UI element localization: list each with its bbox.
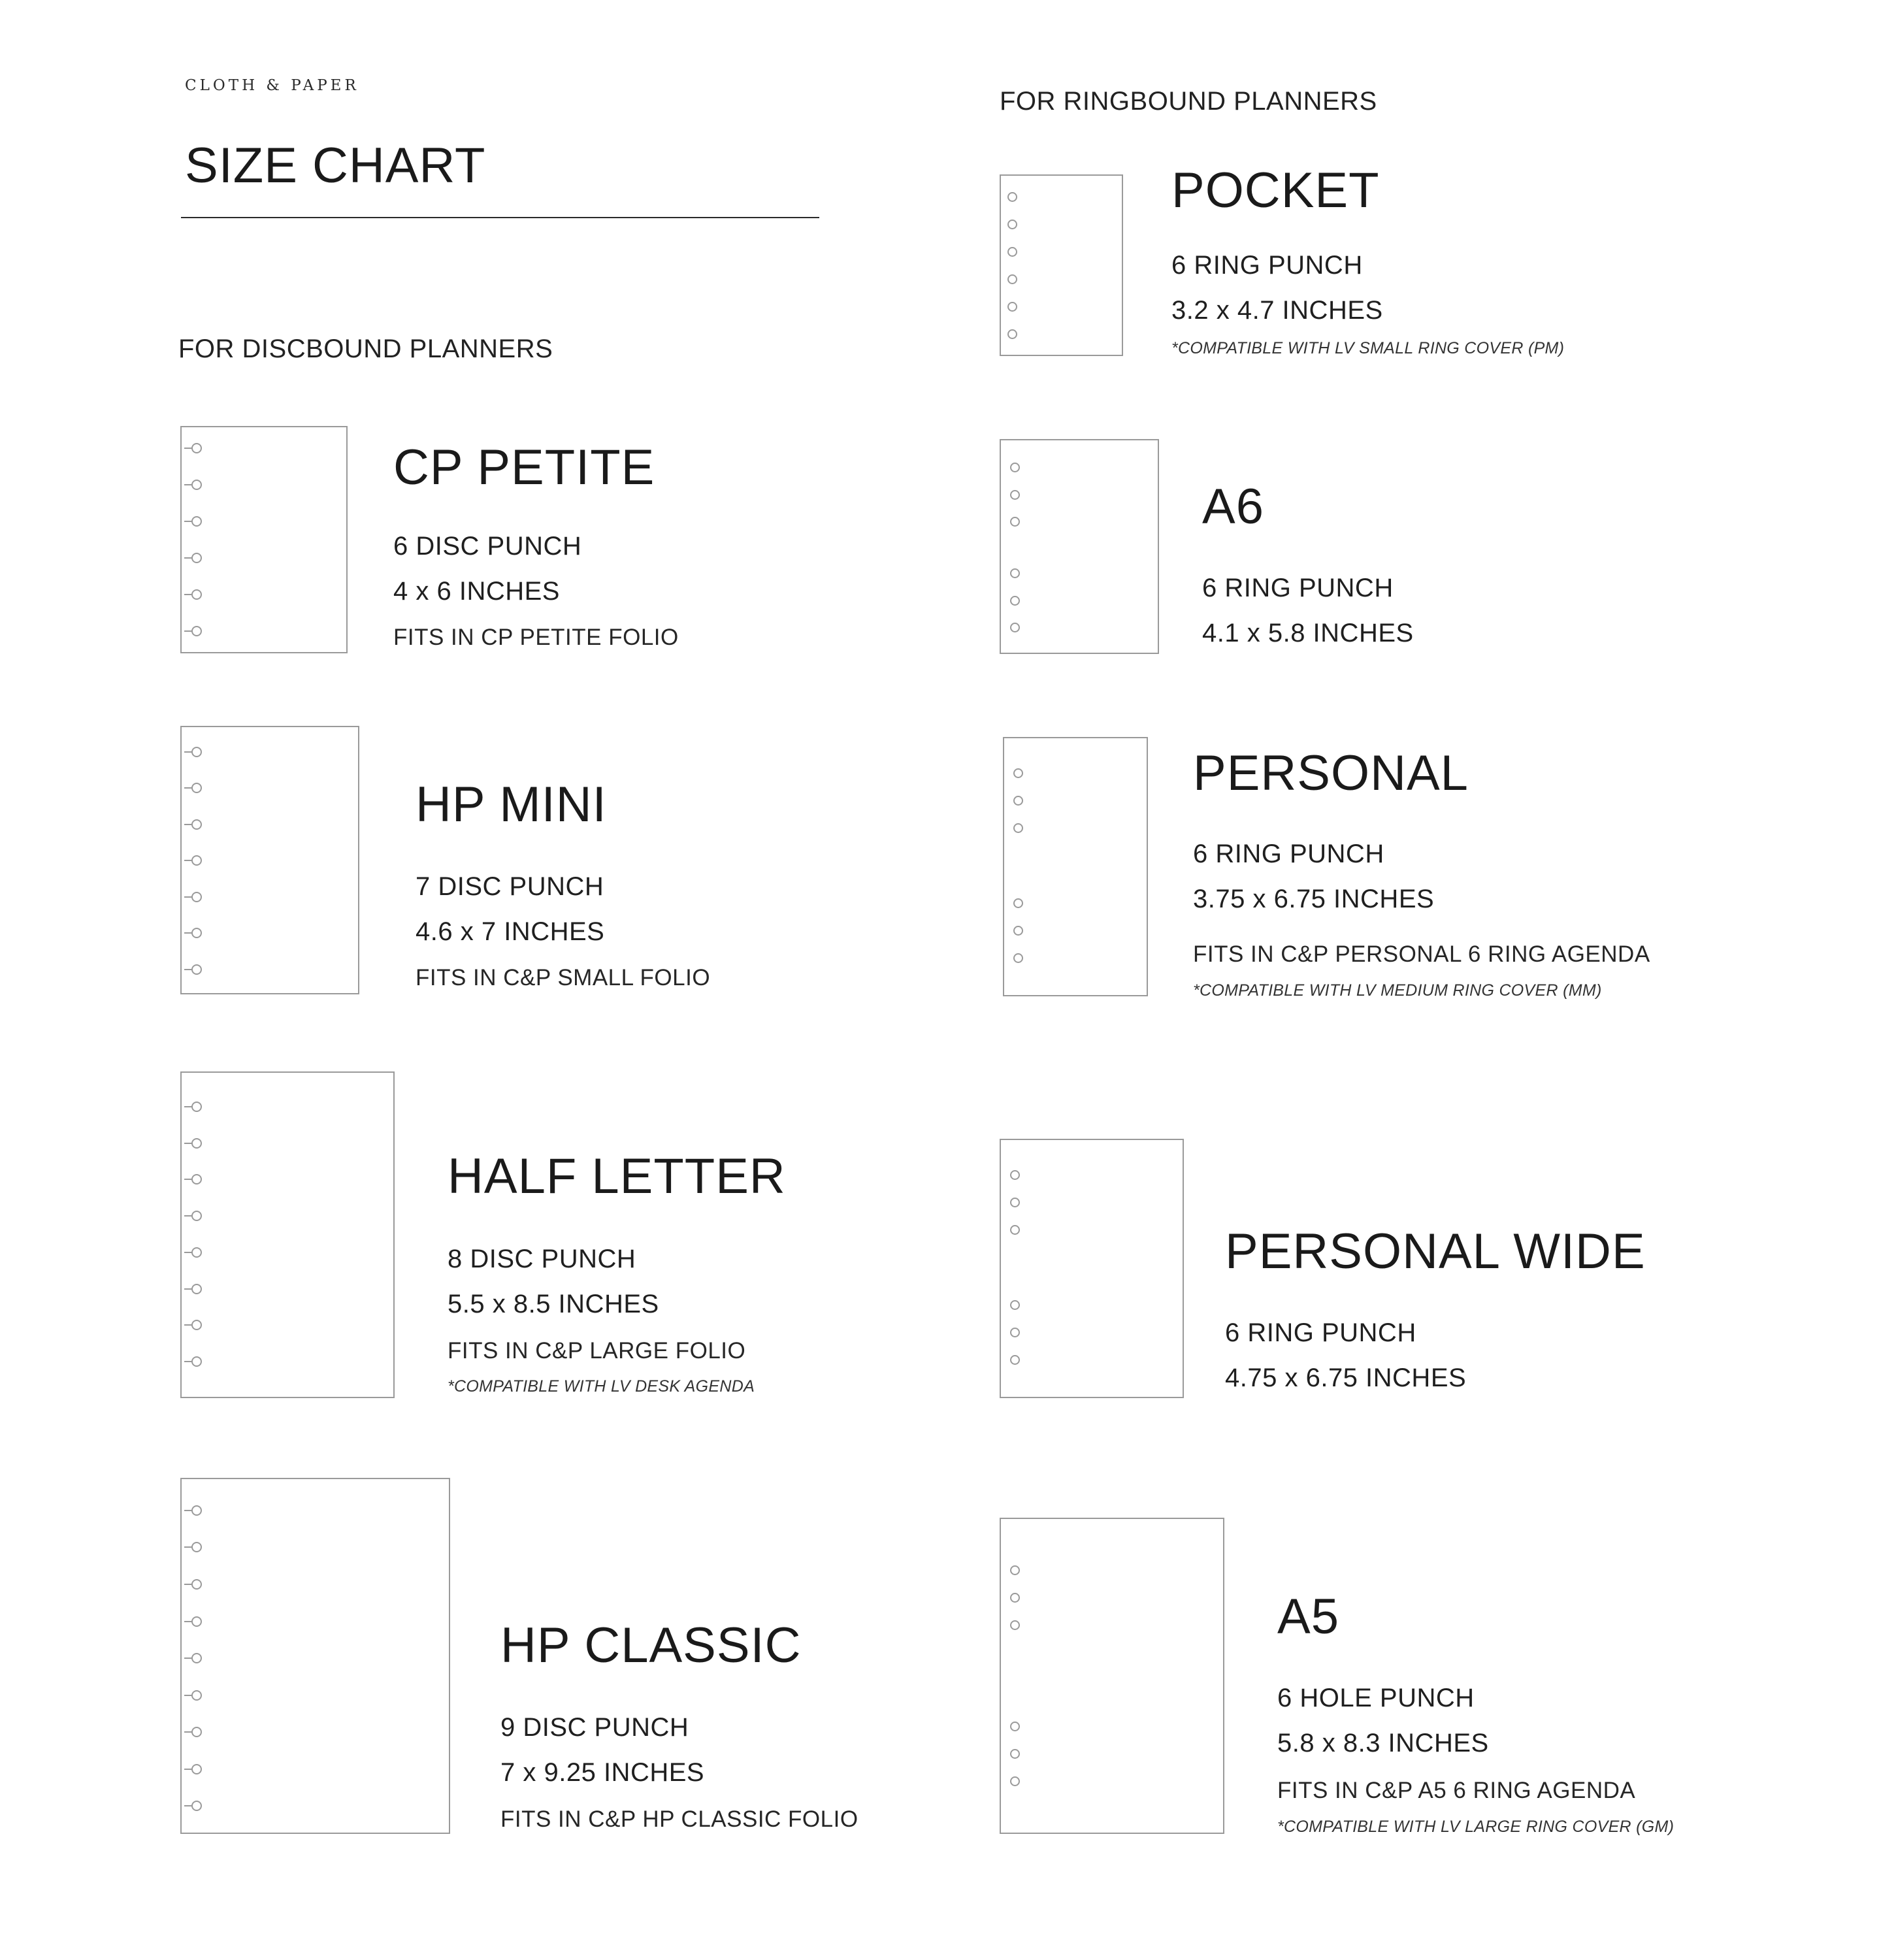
disc-slot-icon <box>184 1320 201 1330</box>
punch-spec: 6 HOLE PUNCH <box>1277 1684 1475 1712</box>
compatibility-note: *COMPATIBLE WITH LV SMALL RING COVER (PM) <box>1171 339 1565 357</box>
ring-hole-icon <box>1010 623 1020 632</box>
section-heading-ringbound: FOR RINGBOUND PLANNERS <box>1000 87 1377 116</box>
ring-hole-icon <box>1007 274 1017 284</box>
disc-slot-icon <box>184 892 201 902</box>
ring-hole-icon <box>1013 926 1023 936</box>
disc-slot-icon <box>184 589 201 600</box>
page-outline-personal-wide <box>1000 1139 1184 1398</box>
brand-logo: CLOTH & PAPER <box>185 77 359 94</box>
size-name: A6 <box>1202 479 1264 534</box>
disc-slot-icon <box>184 964 201 975</box>
compatibility-note: *COMPATIBLE WITH LV LARGE RING COVER (GM) <box>1277 1818 1675 1836</box>
ring-hole-icon <box>1010 1170 1020 1180</box>
size-name: HP MINI <box>416 777 607 832</box>
ring-hole-icon <box>1007 302 1017 312</box>
size-name: HP CLASSIC <box>500 1618 802 1673</box>
disc-slot-icon <box>184 1727 201 1737</box>
punch-spec: 6 RING PUNCH <box>1225 1318 1416 1347</box>
ring-hole-icon <box>1010 568 1020 578</box>
disc-slot-icon <box>184 480 201 490</box>
size-name: A5 <box>1277 1589 1339 1644</box>
ring-hole-icon <box>1013 768 1023 778</box>
section-heading-discbound: FOR DISCBOUND PLANNERS <box>178 335 553 363</box>
fits-note: FITS IN C&P PERSONAL 6 RING AGENDA <box>1193 941 1650 967</box>
punch-spec: 9 DISC PUNCH <box>500 1713 689 1742</box>
page-outline-half-letter <box>180 1071 395 1398</box>
dimensions: 3.75 x 6.75 INCHES <box>1193 885 1435 913</box>
punch-spec: 7 DISC PUNCH <box>416 872 604 901</box>
disc-slot-icon <box>184 553 201 563</box>
disc-slot-icon <box>184 783 201 793</box>
page-outline-hp-mini <box>180 726 359 994</box>
ring-hole-icon <box>1010 596 1020 606</box>
fits-note: FITS IN C&P LARGE FOLIO <box>448 1338 746 1364</box>
disc-slot-icon <box>184 626 201 636</box>
ring-hole-icon <box>1010 1355 1020 1365</box>
page-title: SIZE CHART <box>185 138 486 193</box>
compatibility-note: *COMPATIBLE WITH LV DESK AGENDA <box>448 1377 755 1396</box>
fits-note: FITS IN C&P A5 6 RING AGENDA <box>1277 1778 1636 1803</box>
punch-spec: 6 RING PUNCH <box>1171 251 1363 280</box>
page-outline-a5 <box>1000 1518 1224 1834</box>
ring-hole-icon <box>1007 220 1017 229</box>
disc-slot-icon <box>184 1764 201 1774</box>
fits-note: FITS IN C&P HP CLASSIC FOLIO <box>500 1806 858 1832</box>
ring-hole-icon <box>1010 1225 1020 1235</box>
ring-hole-icon <box>1013 796 1023 806</box>
ring-hole-icon <box>1010 1593 1020 1603</box>
ring-hole-icon <box>1010 463 1020 472</box>
disc-slot-icon <box>184 1542 201 1552</box>
ring-hole-icon <box>1010 1620 1020 1630</box>
dimensions: 4.75 x 6.75 INCHES <box>1225 1364 1467 1392</box>
ring-hole-icon <box>1007 192 1017 202</box>
disc-slot-icon <box>184 819 201 830</box>
fits-note: FITS IN CP PETITE FOLIO <box>393 625 679 650</box>
disc-slot-icon <box>184 1102 201 1112</box>
title-divider <box>181 217 819 218</box>
page-outline-hp-classic <box>180 1478 450 1834</box>
dimensions: 7 x 9.25 INCHES <box>500 1758 705 1787</box>
disc-slot-icon <box>184 747 201 757</box>
disc-slot-icon <box>184 1247 201 1258</box>
ring-hole-icon <box>1010 1565 1020 1575</box>
ring-hole-icon <box>1013 823 1023 833</box>
disc-slot-icon <box>184 1801 201 1811</box>
ring-hole-icon <box>1013 898 1023 908</box>
dimensions: 5.8 x 8.3 INCHES <box>1277 1729 1489 1757</box>
ring-hole-icon <box>1010 1776 1020 1786</box>
size-name: PERSONAL WIDE <box>1225 1224 1646 1279</box>
disc-slot-icon <box>184 1653 201 1663</box>
ring-hole-icon <box>1007 329 1017 339</box>
page-outline-pocket <box>1000 174 1123 356</box>
disc-slot-icon <box>184 1505 201 1516</box>
size-name: CP PETITE <box>393 440 655 495</box>
compatibility-note: *COMPATIBLE WITH LV MEDIUM RING COVER (MM) <box>1193 981 1602 1000</box>
punch-spec: 6 RING PUNCH <box>1193 840 1384 868</box>
ring-hole-icon <box>1010 1722 1020 1731</box>
size-name: POCKET <box>1171 163 1380 218</box>
ring-hole-icon <box>1010 1749 1020 1759</box>
disc-slot-icon <box>184 1138 201 1149</box>
size-name: PERSONAL <box>1193 745 1469 801</box>
dimensions: 4 x 6 INCHES <box>393 577 560 606</box>
punch-spec: 6 DISC PUNCH <box>393 532 582 561</box>
ring-hole-icon <box>1010 517 1020 527</box>
dimensions: 5.5 x 8.5 INCHES <box>448 1290 659 1318</box>
dimensions: 3.2 x 4.7 INCHES <box>1171 296 1383 325</box>
disc-slot-icon <box>184 855 201 866</box>
ring-hole-icon <box>1013 953 1023 963</box>
disc-slot-icon <box>184 516 201 527</box>
fits-note: FITS IN C&P SMALL FOLIO <box>416 965 711 990</box>
page-outline-personal <box>1003 737 1148 996</box>
disc-slot-icon <box>184 443 201 453</box>
punch-spec: 6 RING PUNCH <box>1202 574 1394 602</box>
disc-slot-icon <box>184 1579 201 1590</box>
disc-slot-icon <box>184 1690 201 1701</box>
disc-slot-icon <box>184 1211 201 1221</box>
disc-slot-icon <box>184 1284 201 1294</box>
dimensions: 4.6 x 7 INCHES <box>416 917 605 946</box>
punch-spec: 8 DISC PUNCH <box>448 1245 636 1273</box>
page-outline-a6 <box>1000 439 1159 654</box>
ring-hole-icon <box>1010 1300 1020 1310</box>
disc-slot-icon <box>184 928 201 938</box>
page-outline-cp-petite <box>180 426 348 653</box>
disc-slot-icon <box>184 1356 201 1367</box>
dimensions: 4.1 x 5.8 INCHES <box>1202 619 1414 647</box>
disc-slot-icon <box>184 1174 201 1184</box>
ring-hole-icon <box>1010 490 1020 500</box>
ring-hole-icon <box>1010 1198 1020 1207</box>
disc-slot-icon <box>184 1616 201 1627</box>
ring-hole-icon <box>1010 1328 1020 1337</box>
ring-hole-icon <box>1007 247 1017 257</box>
size-name: HALF LETTER <box>448 1149 786 1204</box>
